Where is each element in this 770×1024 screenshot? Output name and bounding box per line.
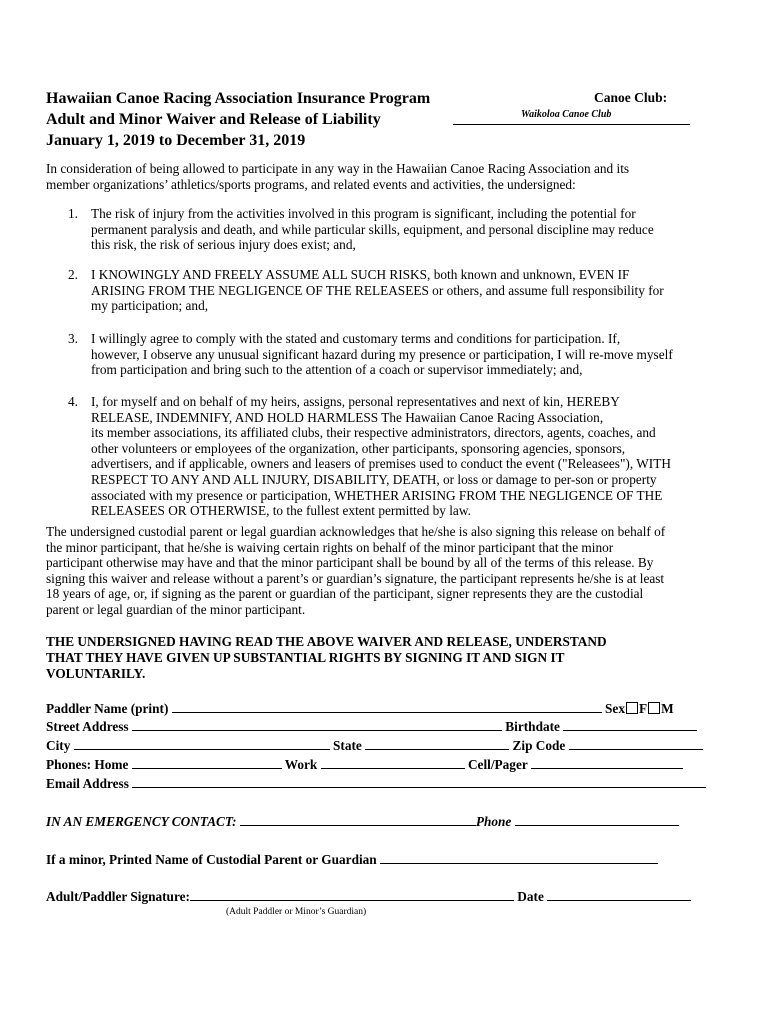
phones-home-label: Phones: Home [46, 757, 129, 772]
clause-2-number: 2. [68, 267, 78, 282]
sex-male-label: M [661, 701, 674, 716]
guardian-line: parent or legal guardian of the minor participant. [46, 601, 306, 617]
clause-4-text [91, 394, 741, 519]
clause-line: The risk of injury from the activities involved in this program is significant, including the potential for [91, 206, 636, 221]
signature-input[interactable] [190, 889, 514, 901]
email-label: Email Address [46, 776, 129, 791]
clause-line: advertisers, and if applicable, owners and leasers of premises used to conduct the event ("Releasees"), WITH [91, 456, 671, 472]
work-phone-input[interactable] [321, 757, 465, 769]
clause-line: this risk, the risk of serious injury does exist; and, [91, 237, 356, 253]
canoe-club-value: Waikoloa Canoe Club [521, 109, 612, 120]
emergency-row [46, 814, 679, 830]
city-label: City [46, 738, 71, 753]
paddler-name-input[interactable] [172, 701, 602, 713]
birthdate-label: Birthdate [505, 719, 560, 734]
date-input[interactable] [547, 889, 691, 901]
emergency-label: IN AN EMERGENCY CONTACT: [46, 814, 237, 829]
street-input[interactable] [132, 719, 502, 731]
guardian-name-label: If a minor, Printed Name of Custodial Parent or Guardian [46, 852, 377, 867]
city-input[interactable] [74, 738, 330, 750]
birthdate-input[interactable] [563, 719, 697, 731]
clause-3-number: 3. [68, 331, 78, 346]
phones-row [46, 757, 683, 773]
title-line-2: Adult and Minor Waiver and Release of Liability [46, 111, 381, 128]
guardian-line: 18 years of age, or, if signing as the parent or guardian of the participant, signer represents they are the custodial [46, 586, 644, 602]
guardian-line: participant otherwise may have and that the minor participant shall be bound by all of the terms of this release. By [46, 555, 654, 571]
clause-4-number: 4. [68, 394, 78, 409]
sex-female-label: F [638, 701, 648, 716]
home-phone-input[interactable] [132, 757, 282, 769]
city-row [46, 738, 703, 754]
clause-line: its member associations, its affiliated clubs, their respective administrators, directors, agents, coaches, and [91, 425, 656, 441]
title-line-1: Hawaiian Canoe Racing Association Insurance Program [46, 90, 431, 107]
street-row [46, 719, 697, 735]
email-input[interactable] [132, 776, 706, 788]
warning-line: THAT THEY HAVE GIVEN UP SUBSTANTIAL RIGHTS BY SIGNING IT AND SIGN IT [46, 650, 565, 665]
emergency-contact-input[interactable] [240, 814, 476, 826]
guardian-line: The undersigned custodial parent or legal guardian acknowledges that he/she is also signing this release on behalf of [46, 524, 666, 539]
clause-line: I, for myself and on behalf of my heirs, assigns, personal representatives and next of kin, HEREBY [91, 394, 620, 409]
clause-line: RELEASE, INDEMNIFY, AND HOLD HARMLESS The Hawaiian Canoe Racing Association, [91, 409, 604, 425]
intro-paragraph [46, 161, 736, 192]
warning-line: THE UNDERSIGNED HAVING READ THE ABOVE WAIVER AND RELEASE, UNDERSTAND [46, 634, 607, 649]
cell-label: Cell/Pager [467, 757, 528, 772]
paddler-name-label: Paddler Name (print) [46, 701, 169, 716]
emergency-phone-input[interactable] [515, 814, 679, 826]
guardian-paragraph [46, 524, 746, 618]
clause-line: RESPECT TO ANY AND ALL INJURY, DISABILITY, DEATH, or loss or damage to per-son or property [91, 471, 657, 487]
sex-male-checkbox[interactable] [648, 702, 660, 714]
acknowledgement-warning [46, 634, 746, 682]
warning-line: VOLUNTARILY. [46, 666, 146, 681]
clause-line: ARISING FROM THE NEGLIGENCE OF THE RELEASEES or others, and assume full responsibility for [91, 282, 664, 298]
canoe-club-field[interactable] [453, 108, 690, 125]
clause-line: associated with my presence or participation, WHETHER ARISING FROM THE NEGLIGENCE OF THE [91, 487, 663, 503]
emergency-phone-label: Phone [475, 814, 512, 829]
work-label: Work [284, 757, 318, 772]
cell-phone-input[interactable] [531, 757, 683, 769]
signature-row [46, 889, 691, 905]
guardian-name-input[interactable] [380, 852, 658, 864]
guardian-line: the minor participant, that he/she is waiving certain rights on behalf of the minor participant that the minor [46, 539, 614, 555]
sex-label: Sex [605, 701, 625, 716]
date-label: Date [517, 889, 544, 904]
state-label: State [333, 738, 362, 753]
paddler-name-row [46, 701, 674, 717]
canoe-club-label: Canoe Club: [594, 90, 668, 105]
title-line-3: January 1, 2019 to December 31, 2019 [46, 132, 306, 149]
guardian-line: signing this waiver and release without a parent’s or guardian’s signature, the participant represents he/she is at least [46, 570, 665, 586]
zip-input[interactable] [569, 738, 703, 750]
clause-2-text [91, 267, 741, 314]
zip-label: Zip Code [512, 738, 566, 753]
clause-3-text [91, 331, 741, 378]
clause-line: from participation and bring such to the attention of a coach or supervisor immediately; and, [91, 362, 583, 378]
clause-1-number: 1. [68, 206, 78, 221]
intro-line: In consideration of being allowed to participate in any way in the Hawaiian Canoe Racing Association and its [46, 161, 630, 176]
clause-line: my participation; and, [91, 298, 209, 314]
clause-line: other volunteers or employees of the organization, other participants, sponsoring agencies, sponsors, [91, 440, 626, 456]
clause-line: however, I observe any unusual significant hazard during my presence or participation, I will re-move myself [91, 346, 673, 362]
clause-line: I willingly agree to comply with the stated and customary terms and conditions for participation. If, [91, 331, 621, 346]
signature-label: Adult/Paddler Signature: [46, 889, 190, 904]
guardian-name-row [46, 852, 658, 868]
email-row [46, 776, 706, 792]
clause-line: permanent paralysis and death, and while particular skills, equipment, and personal discipline may reduce [91, 221, 654, 237]
form-title [46, 88, 430, 151]
intro-line: member organizations’ athletics/sports programs, and related events and activities, the undersigned: [46, 176, 576, 192]
signature-note: (Adult Paddler or Minor’s Guardian) [226, 907, 367, 917]
clause-line: I KNOWINGLY AND FREELY ASSUME ALL SUCH RISKS, both known and unknown, EVEN IF [91, 267, 630, 282]
street-label: Street Address [46, 719, 129, 734]
state-input[interactable] [365, 738, 509, 750]
clause-1-text [91, 206, 741, 253]
sex-female-checkbox[interactable] [626, 702, 638, 714]
clause-line: RELEASEES OR OTHERWISE, to the fullest extent permitted by law. [91, 503, 471, 519]
